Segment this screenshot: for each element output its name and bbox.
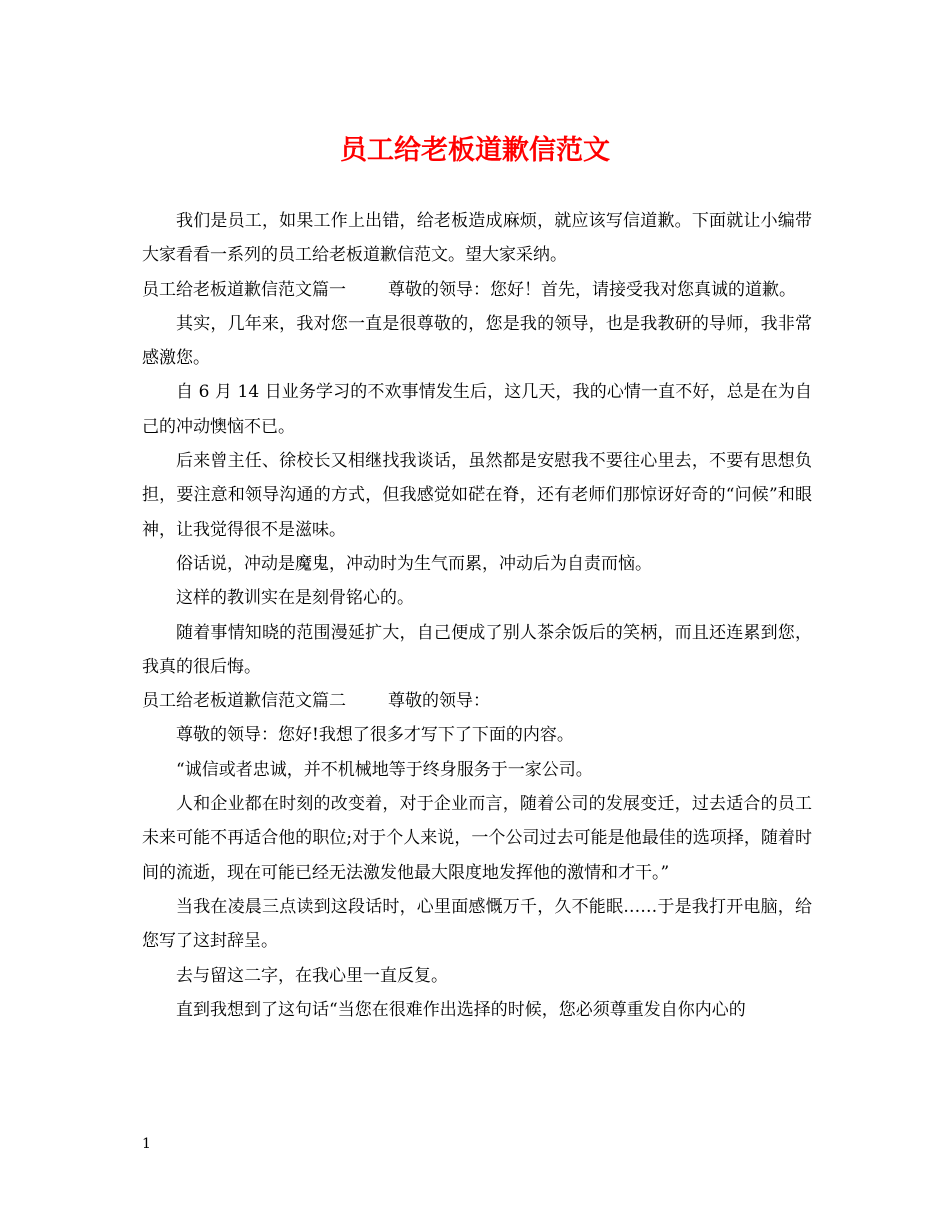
body-paragraph: 自 6 月 14 日业务学习的不欢事情发生后，这几天，我的心情一直不好，总是在为自己的冲动懊恼不已。 [142, 382, 812, 437]
section-two-text: 尊敬的领导： [388, 691, 490, 712]
section-one-heading: 员工给老板道歉信范文篇一 [142, 279, 346, 300]
intro-paragraph: 我们是员工，如果工作上出错，给老板造成麻烦，就应该写信道歉。下面就让小编带大家看看一系列的员工给老板道歉信范文。望大家采纳。 [142, 211, 812, 266]
page-title: 员工给老板道歉信范文 [340, 135, 610, 166]
body-paragraph: 这样的教训实在是刻骨铭心的。 [176, 588, 414, 609]
section-one-paragraph [142, 273, 812, 307]
section-two-paragraph [142, 684, 812, 718]
body-paragraph: 人和企业都在时刻的改变着，对于企业而言，随着公司的发展变迁，过去适合的员工未来可能不再适合他的职位;对于个人来说，一个公司过去可能是他最佳的选项择，随着时间的流逝，现在可能已经无法激发他最大限度地发挥他的激情和才干。” [142, 794, 812, 883]
section-two-heading: 员工给老板道歉信范文篇二 [142, 691, 346, 712]
body-paragraph: 后来曾主任、徐校长又相继找我谈话，虽然都是安慰我不要往心里去，不要有思想负担，要注意和领导沟通的方式，但我感觉如硭在脊，还有老师们那惊讶好奇的“问候”和眼神，让我觉得很不是滋味。 [142, 451, 812, 540]
body-paragraph: “诚信或者忠诚，并不机械地等于终身服务于一家公司。 [176, 759, 593, 780]
document-body [142, 204, 812, 1027]
body-paragraph: 直到我想到了这句话“当您在很难作出选择的时候，您必须尊重发自你内心的 [176, 999, 746, 1020]
body-paragraph: 当我在凌晨三点读到这段话时，心里面感慨万千，久不能眠……于是我打开电脑，给您写了这封辞呈。 [142, 896, 812, 952]
body-paragraph: 随着事情知晓的范围漫延扩大，自己便成了别人茶余饭后的笑柄，而且还连累到您，我真的很后悔。 [142, 622, 812, 677]
page-number: 1 [142, 1136, 151, 1152]
body-paragraph: 尊敬的领导：您好!我想了很多才写下了下面的内容。 [176, 725, 574, 746]
body-paragraph: 其实，几年来，我对您一直是很尊敬的，您是我的领导，也是我教研的导师，我非常感激您。 [142, 313, 812, 369]
body-paragraph: 去与留这二字，在我心里一直反复。 [176, 965, 448, 986]
body-paragraph: 俗话说，冲动是魔鬼，冲动时为生气而累，冲动后为自责而恼。 [176, 553, 652, 574]
section-one-text: 尊敬的领导：您好！首先，请接受我对您真诚的道歉。 [388, 279, 796, 300]
